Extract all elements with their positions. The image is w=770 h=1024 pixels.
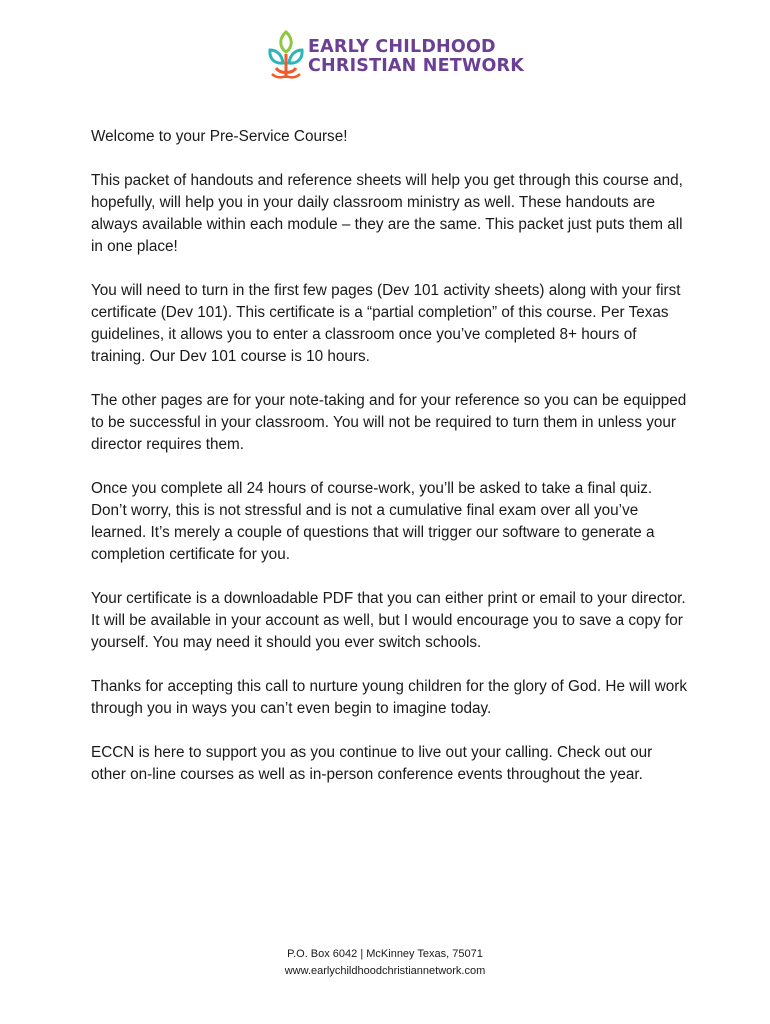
letter-greeting: Welcome to your Pre-Service Course! <box>91 128 348 145</box>
logo-wordmark <box>308 38 524 76</box>
letter-paragraph-6: Thanks for accepting this call to nurture young children for the glory of God. He will work through you in ways you can’t even begin to imagine today. <box>91 678 688 717</box>
letter-paragraph-1: This packet of handouts and reference sheets will help you get through this course and, hopefully, will help you in your daily classroom ministry as well. These handouts are always available within each module – they are the same. This packet just puts them all in one place! <box>91 172 683 255</box>
letter-paragraph-2: You will need to turn in the first few pages (Dev 101 activity sheets) along with your first certificate (Dev 101). This certificate is a “partial completion” of this course. Per Texas guidelines, it allows you to enter a classroom once you’ve completed 8+ hours of training. Our Dev 101 course is 10 hours. <box>91 282 681 365</box>
page-footer <box>0 946 770 980</box>
logo-line-1: EARLY CHILDHOOD <box>308 37 496 57</box>
letter-paragraph-5: Your certificate is a downloadable PDF that you can either print or email to your director. It will be available in your account as well, but I would encourage you to save a copy for yourself. You may need it should you ever switch schools. <box>91 590 686 651</box>
logo-line-2: CHRISTIAN NETWORK <box>308 56 524 76</box>
footer-address: P.O. Box 6042 | McKinney Texas, 75071 <box>287 948 483 960</box>
eccn-logo <box>266 30 524 82</box>
sprout-leaves-icon <box>266 30 308 82</box>
letter-body <box>91 126 691 808</box>
footer-website: www.earlychildhoodchristiannetwork.com <box>284 965 486 977</box>
letter-paragraph-3: The other pages are for your note-taking and for your reference so you can be equipped to be successful in your classroom. You will not be required to turn them in unless your director requires them. <box>91 392 687 453</box>
letter-paragraph-7: ECCN is here to support you as you continue to live out your calling. Check out our other on-line courses as well as in-person conference events throughout the year. <box>91 744 653 783</box>
letter-paragraph-4: Once you complete all 24 hours of course-work, you’ll be asked to take a final quiz. Don’t worry, this is not stressful and is not a cumulative final exam over all you’ve learned. It’s merely a couple of questions that will trigger our software to generate a completion certificate for you. <box>91 480 655 563</box>
